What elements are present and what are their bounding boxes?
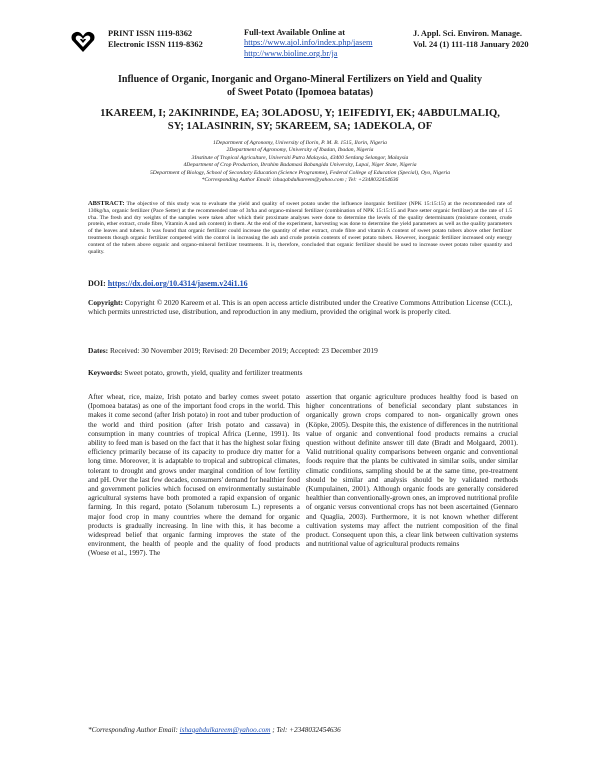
- body-column-right: assertion that organic agriculture produces healthy food is based on higher concentrations of beneficial secondary plant substances in organically grown crops compared to non- organically grown ones (Köpke, 2005). Despite this, the existence of differences in the nutritional value of organic and conventional food products remains a crucial question without definite answer till date (Bradt and Molgaard, 2001). Valid nutritional quality comparisons between organic and conventional foods require that the plants be cultivated in similar soils, under similar climatic conditions, sampling should be at the same time, pre-treatment should be similar and analysis should be by validated methods (Kumpulainen, 2001). Although organic foods are generally considered healthier than conventionally-grown ones, an improved nutritional profile of organic versus conventional crops has not been ascertained (Gennaro and Quaglia, 2003). Furthermore, it is not known whether different cultivation systems may affect the nutrient composition of the final product. Consequent upon this, a clear link between cultivation systems and nutritional value of agricultural products remains: [306, 393, 518, 549]
- title-line-1: Influence of Organic, Inorganic and Organo-Mineral Fertilizers on Yield and Quality: [118, 74, 482, 85]
- title-line-2: of Sweet Potato (Ipomoea batatas): [226, 86, 374, 98]
- affiliation-1: 1Department of Agronomy, University of Ilorin, P. M. B. 1515, Ilorin, Nigeria: [213, 140, 387, 146]
- affiliation-5: 5Department of Biology, School of Secondary Education (Science Programme), Federal College of Education (Special), Oyo, Nigeria: [149, 169, 451, 176]
- author-list: [88, 107, 512, 134]
- issn-block: [108, 28, 203, 50]
- affiliation-3: 3Institute of Tropical Agriculture, Universiti Putra Malaysia, 43400 Serdang Selangor, Malaysia: [191, 154, 409, 161]
- authors-line-1: 1KAREEM, I; 2AKINRINDE, EA; 3OLADOSU, Y; 1EIFEDIYI, EK; 4ABDULMALIQ,: [100, 108, 500, 119]
- dates-text: Received: 30 November 2019; Revised: 20 December 2019; Accepted: 23 December 2019: [109, 346, 378, 355]
- abstract-text: The objective of this study was to evaluate the yield and quality of sweet potato under the influence inorganic fertilizer (NPK 15:15:15) at the recommended rate of 130kg/ha, organic fertilizer (Pace Setter) at the recommended rate of 3t/ha and organo-mineral fertilizer (combination of NPK 15:15:15 and Pace setter organic fertilizer) at the rate of 1.5 t/ha. The fresh and dry weights of the samples were taken after which their proximate analyses were done to determine the levels of the quality determinants (moisture content, crude protein, ether extract, crude fibre, Vitamin A and ash content) in them. At the end of the experiment, harvesting was done to determine the yield parameters as well as the quality parameters of the leaves and tubers. It was found that organic fertilizer could increase the quantity of ether extract, crude fibre and vitamin A content of sweet potato tubers above other fertilizer treatments though organic fertilizer competed with the control in increasing the ash and crude protein contents of sweet potato tubers. However, inorganic fertilizer increased only energy content of the tubers above organic and organo-mineral fertilizer treatments. It is, therefore, concluded that organic fertilizer should be used to increase sweet potato tuber quantity and quality.: [88, 201, 512, 255]
- doi-link[interactable]: https://dx.doi.org/10.4314/jasem.v24i1.16: [107, 279, 248, 288]
- footnote-label: *Corresponding Author Email:: [88, 726, 178, 734]
- print-issn: PRINT ISSN 1119-8362: [108, 29, 193, 38]
- copyright-notice: [88, 298, 518, 317]
- keywords-text: Sweet potato, growth, yield, quality and fertilizer treatments: [124, 368, 303, 377]
- abstract-label: ABSTRACT:: [88, 200, 125, 207]
- journal-logo-icon: [70, 28, 96, 54]
- electronic-issn: Electronic ISSN 1119-8362: [108, 40, 203, 49]
- keywords-label: Keywords:: [88, 368, 123, 377]
- doi-label: DOI:: [88, 279, 106, 288]
- footnote-email[interactable]: ishaqabdulkareem@yahoo.com: [179, 726, 271, 734]
- affiliation-4: 4Department of Crop Production, Ibrahim Badamasi Babangida University, Lapai, Niger State, Nigeria: [183, 162, 417, 169]
- journal-block: [413, 28, 529, 50]
- ajol-link[interactable]: https://www.ajol.info/index.php/jasem: [244, 38, 373, 48]
- paper-title: [88, 74, 512, 99]
- dates-label: Dates:: [88, 346, 109, 355]
- affiliation-2: 2Department of Agronomy, University of Ibadan, Ibadan, Nigeria: [226, 147, 374, 154]
- footnote: [88, 726, 341, 734]
- footnote-tel: ; Tel: +2348032454636: [272, 726, 341, 734]
- copyright-label: Copyright:: [88, 298, 123, 307]
- copyright-text: Copyright © 2020 Kareem et al. This is an open access article distributed under the Creative Commons Attribution License (CCL), which permits unrestricted use, distribution, and reproduction in any medium, provided the original work is properly cited.: [88, 298, 513, 317]
- keywords-line: [88, 368, 303, 377]
- bioline-link[interactable]: http://www.bioline.org.br/ja: [244, 48, 338, 58]
- corresponding-author: *Corresponding Author Email: ishaqabdulkareem@yahoo.com ; Tel: +2348032454636: [201, 177, 399, 184]
- journal-volume: Vol. 24 (1) 111-118 January 2020: [413, 40, 529, 49]
- dates-line: [88, 346, 378, 355]
- body-column-left: After wheat, rice, maize, Irish potato and barley comes sweet potato (Ipomoea batatas) as one of the important food crops in the world. This makes it come second (after Irish potato) in root and tuber production of the world and third position (after Irish potato and cassava) in consumption in many countries of tropical Africa (Lenne, 1991). Its ability to feed man is based on the fact that it has the highest solar fixing efficiency primarily because of its capacity to produce dry matter for a long time. Moreover, it is adaptable to tropical and subtropical climates, tolerant to drought and grows under marginal condition of low fertility and pH. Over the last few decades, consumers' demand for healthier food and government policies which focused on environmentally sustainable agricultural systems have both promoted a rapid expansion of organic farming. In this regard, potato (Solanum tuberosum L.) represents a major food crop in many countries where the demand for organic products is gradually increasing. In line with this, it has become a widespread belief that organic farming improves the state of the environment, the health of people and the quality of food products (Woese et al., 1997). The: [88, 393, 300, 558]
- authors-line-2: SY; 1ALASINRIN, SY; 5KAREEM, SA; 1ADEKOLA, OF: [167, 121, 433, 133]
- affiliations: [88, 140, 512, 184]
- doi-line: [88, 279, 248, 288]
- fulltext-label: Full-text Available Online at: [244, 28, 346, 37]
- abstract: [88, 201, 512, 255]
- journal-name: J. Appl. Sci. Environ. Manage.: [413, 29, 522, 38]
- fulltext-block: [244, 28, 373, 59]
